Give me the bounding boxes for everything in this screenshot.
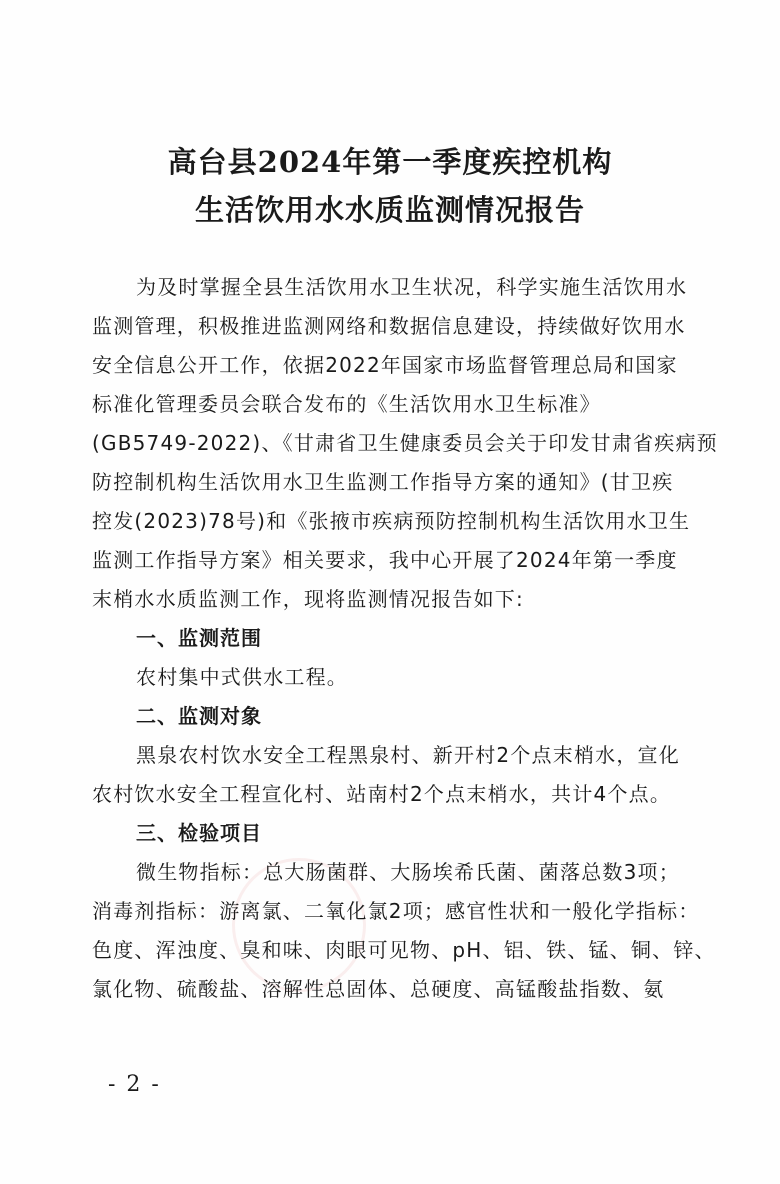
body-line: 色度、浑浊度、臭和味、肉眼可见物、pH、铝、铁、锰、铜、锌、	[92, 938, 716, 962]
section-heading-monitoring-targets: 二、监测对象	[136, 704, 262, 728]
body-line: (GB5749-2022)、《甘肃省卫生健康委员会关于印发甘肃省疾病预	[92, 431, 718, 455]
document-body	[92, 268, 718, 1009]
body-line: 氯化物、硫酸盐、溶解性总固体、总硬度、高锰酸盐指数、氨	[92, 977, 665, 1001]
body-line: 标准化管理委员会联合发布的《生活饮用水卫生标准》	[92, 392, 601, 416]
body-line: 安全信息公开工作，依据2022年国家市场监督管理总局和国家	[92, 353, 678, 377]
body-line: 农村饮水安全工程宣化村、站南村2个点末梢水，共计4个点。	[92, 782, 672, 806]
body-line: 监测工作指导方案》相关要求，我中心开展了2024年第一季度	[92, 548, 678, 572]
body-line: 防控制机构生活饮用水卫生监测工作指导方案的通知》(甘卫疾	[92, 470, 674, 494]
section-heading-test-items: 三、检验项目	[136, 821, 262, 845]
body-line: 农村集中式供水工程。	[136, 665, 348, 689]
document-title-line-2: 生活饮用水水质监测情况报告	[194, 193, 585, 227]
body-line: 末梢水水质监测工作，现将监测情况报告如下:	[92, 587, 524, 611]
body-line: 为及时掌握全县生活饮用水卫生状况，科学实施生活饮用水	[136, 275, 688, 299]
body-line: 消毒剂指标：游离氯、二氧化氯2项；感官性状和一般化学指标：	[92, 899, 700, 923]
page-number: - 2 -	[108, 1072, 161, 1097]
body-line: 监测管理，积极推进监测网络和数据信息建设，持续做好饮用水	[92, 314, 686, 338]
body-line: 控发(2023)78号)和《张掖市疾病预防控制机构生活饮用水卫生	[92, 509, 691, 533]
body-line: 黑泉农村饮水安全工程黑泉村、新开村2个点末梢水，宣化	[136, 743, 680, 767]
section-heading-monitoring-scope: 一、监测范围	[136, 626, 262, 650]
body-line: 微生物指标：总大肠菌群、大肠埃希氏菌、菌落总数3项；	[136, 860, 680, 884]
document-title-line-1: 高台县2024年第一季度疾控机构	[167, 145, 613, 179]
